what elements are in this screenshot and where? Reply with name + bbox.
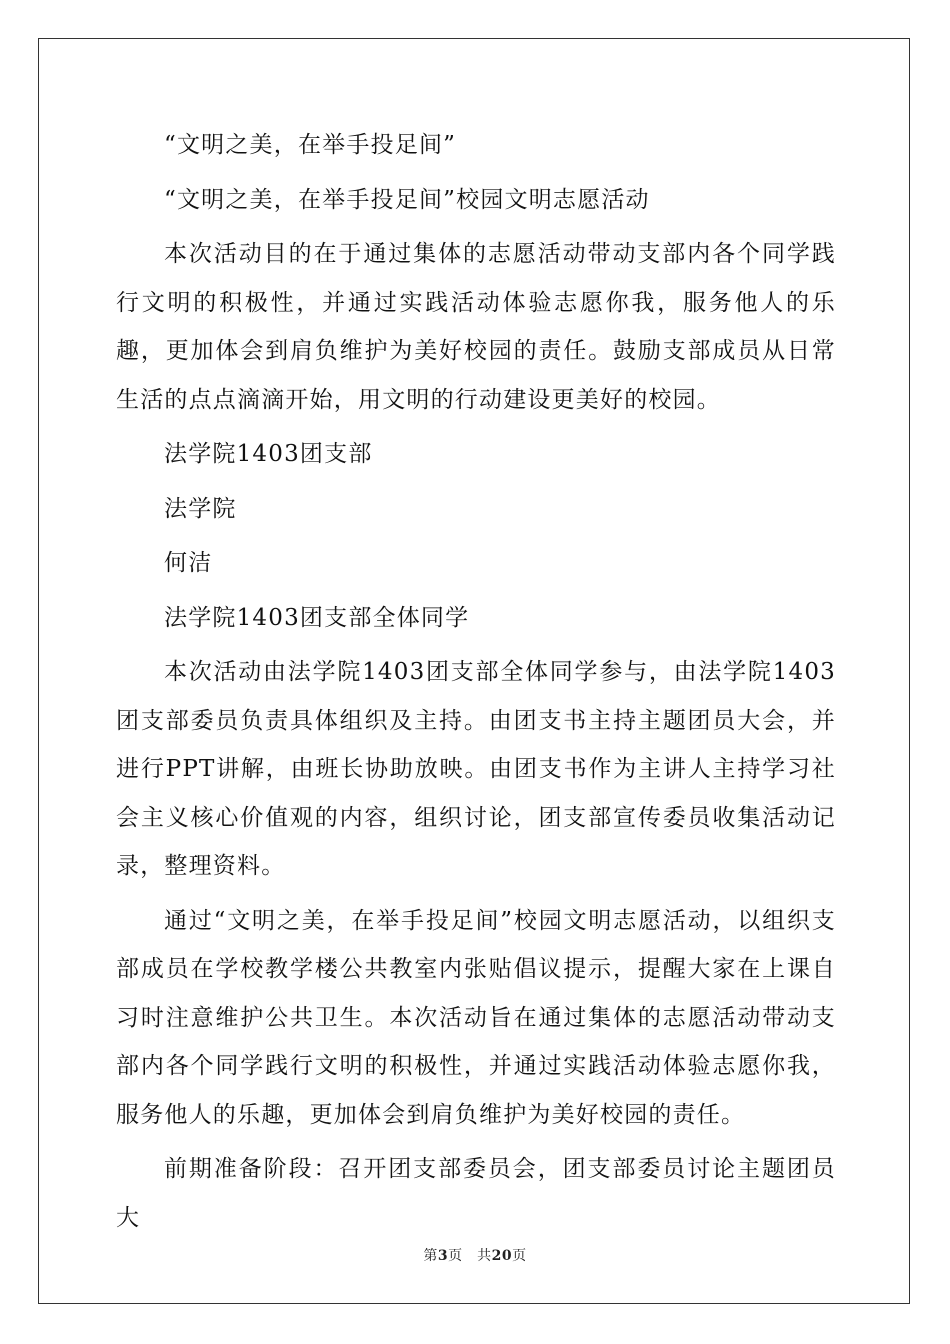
paragraph-participants: 法学院1403团支部全体同学 xyxy=(164,604,470,631)
footer-middle: 页 共 xyxy=(448,1248,492,1264)
paragraph-activity-name: “文明之美，在举手投足间”校园文明志愿活动 xyxy=(164,186,650,213)
paragraph-content: 通过“文明之美，在举手投足间”校园文明志愿活动，以组织支部成员在学校教学楼公共教室内张贴倡议提示，提醒大家在上课自习时注意维护公共卫生。本次活动旨在通过集体的志愿活动带动支部内各个同学践行文明的积极性，并通过实践活动体验志愿你我，服务他人的乐趣，更加体会到肩负维护为美好校园的责任。 xyxy=(116,907,836,1128)
paragraph-person: 何洁 xyxy=(164,550,213,576)
document-body xyxy=(116,121,836,1248)
footer-suffix: 页 xyxy=(512,1248,527,1264)
paragraph-organizer: 法学院1403团支部 xyxy=(164,441,373,467)
page-number-footer xyxy=(0,1245,950,1265)
paragraph-purpose: 本次活动目的在于通过集体的志愿活动带动支部内各个同学践行文明的积极性，并通过实践活动体验志愿你我，服务他人的乐趣，更加体会到肩负维护为美好校园的责任。鼓励支部成员从日常生活的点点滴滴开始，用文明的行动建设更美好的校园。 xyxy=(116,241,836,413)
paragraph-organization: 本次活动由法学院1403团支部全体同学参与，由法学院1403团支部委员负责具体组织及主持。由团支书主持主题团员大会，并进行PPT讲解，由班长协助放映。由团支书作为主讲人主持学习社会主义核心价值观的内容，组织讨论，团支部宣传委员收集活动记录，整理资料。 xyxy=(116,659,836,879)
footer-total-pages: 20 xyxy=(491,1248,513,1264)
paragraph-title: “文明之美，在举手投足间” xyxy=(164,132,457,158)
paragraph-preparation: 前期准备阶段：召开团支部委员会，团支部委员讨论主题团员大 xyxy=(116,1156,836,1231)
footer-prefix: 第 xyxy=(423,1248,438,1264)
paragraph-school: 法学院 xyxy=(164,495,237,522)
footer-current-page: 3 xyxy=(437,1248,449,1264)
